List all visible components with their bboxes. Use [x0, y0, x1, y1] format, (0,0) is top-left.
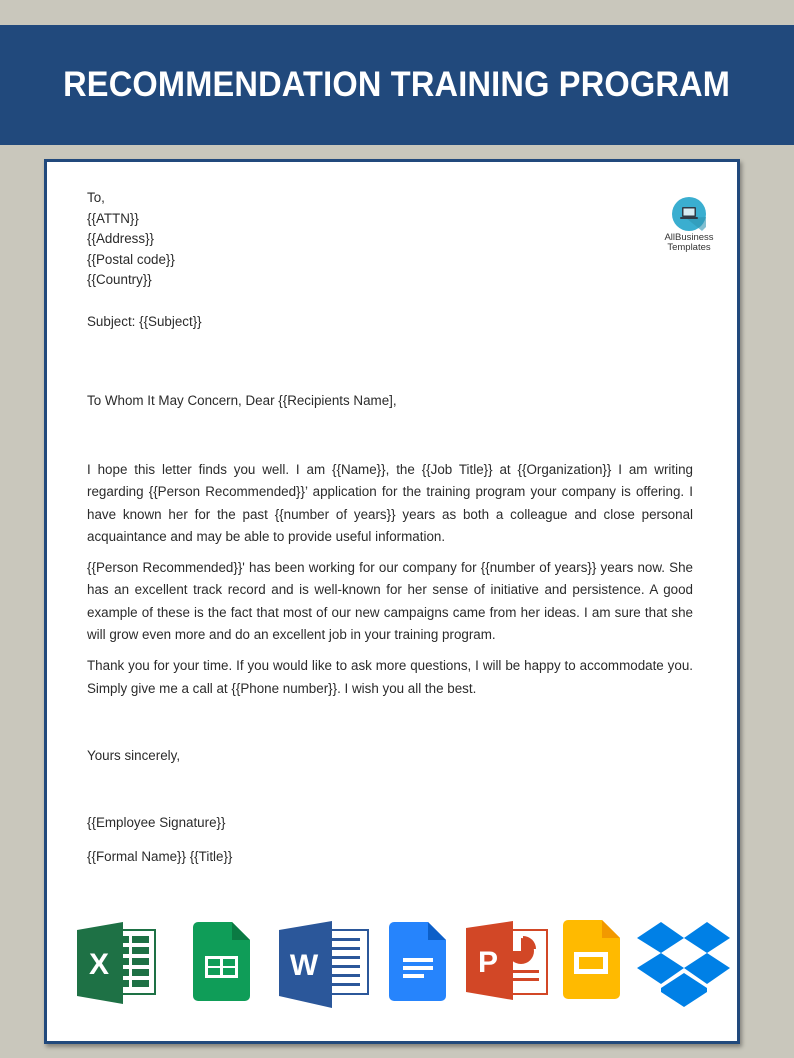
paragraph-1: I hope this letter finds you well. I am {{Name}}, the {{Job Title}} at {{Organization}} I am writing regarding {{Person Recommended}}’ application for the training program your company is offering. I have known her for the past {{number of years}} years as both a colleague and close personal acquaintance and may be able to provide useful information. — [87, 461, 693, 544]
greeting: To Whom It May Concern, Dear {{Recipients Name], — [87, 392, 397, 408]
paragraph-3: Thank you for your time. If you would like to ask more questions, I will be happy to accommodate you. Simply give me a call at {{Phone number}}. I wish you all the best. — [87, 658, 693, 696]
powerpoint-icon[interactable] — [465, 920, 551, 1004]
svg-text:W: W — [289, 949, 319, 982]
word-icon[interactable] — [278, 920, 372, 1008]
closing: Yours sincerely, — [87, 747, 181, 763]
title-banner — [0, 25, 794, 145]
dropbox-icon[interactable] — [635, 920, 731, 1010]
paragraph-2: {{Person Recommended}}' has been working for our company for {{number of years}} years now. She has an excellent track record and is well-known for her sense of initiative and persistence. A good example of these is the fact that most of our new campaigns came from her ideas. I am sure that she will grow even more and do an excellent job in your training program. — [87, 560, 693, 643]
svg-text:X: X — [88, 948, 110, 981]
address-block — [87, 188, 693, 291]
subject-line: Subject: {{Subject}} — [87, 313, 202, 329]
excel-icon[interactable] — [75, 920, 159, 1004]
google-sheets-icon[interactable] — [192, 920, 252, 1004]
address-attn: {{ATTN}} — [87, 210, 139, 226]
address-country: {{Country}} — [87, 272, 152, 288]
logo-text-line1: AllBusiness — [664, 232, 714, 243]
letter-page — [44, 159, 740, 1044]
employee-signature: {{Employee Signature}} — [87, 814, 226, 830]
address-postal-code: {{Postal code}} — [87, 251, 175, 267]
letter-body — [87, 188, 693, 867]
google-slides-icon[interactable] — [562, 920, 622, 1004]
page-title: RECOMMENDATION TRAINING PROGRAM — [63, 65, 731, 104]
address-street: {{Address}} — [87, 231, 155, 247]
logo-text-line2: Templates — [667, 242, 711, 253]
svg-text:P: P — [477, 946, 499, 979]
formal-name-title: {{Formal Name}} {{Title}} — [87, 848, 233, 864]
app-icons-row — [75, 920, 735, 1010]
google-docs-icon[interactable] — [388, 920, 448, 1004]
salutation-to: To, — [87, 190, 105, 205]
